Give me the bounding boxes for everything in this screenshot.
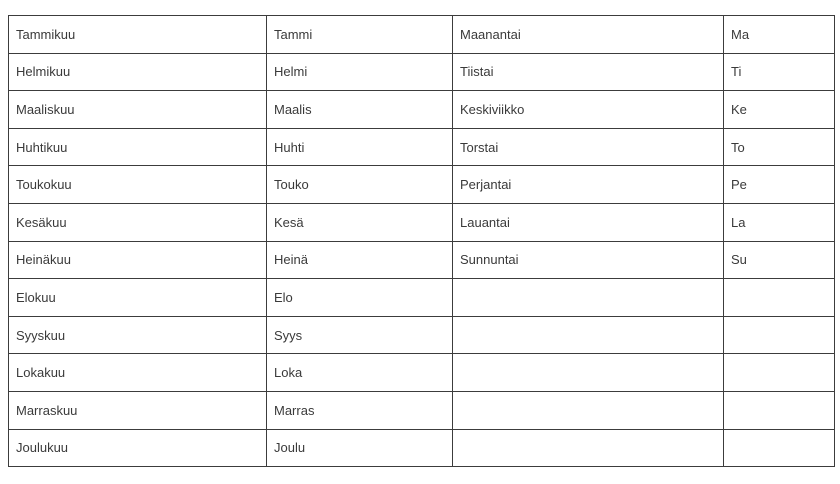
month-short-cell: Joulu <box>267 429 453 467</box>
weekday-full-cell: Maanantai <box>453 16 724 54</box>
month-full-cell: Tammikuu <box>9 16 267 54</box>
weekday-short-cell: Ti <box>724 53 835 91</box>
empty-cell <box>453 354 724 392</box>
month-full-cell: Lokakuu <box>9 354 267 392</box>
empty-cell <box>453 279 724 317</box>
weekday-short-cell: La <box>724 203 835 241</box>
month-short-cell: Helmi <box>267 53 453 91</box>
month-full-cell: Huhtikuu <box>9 128 267 166</box>
weekday-full-cell: Keskiviikko <box>453 91 724 129</box>
month-day-table <box>8 15 835 467</box>
table-row <box>9 429 835 467</box>
table-row <box>9 128 835 166</box>
table-row <box>9 166 835 204</box>
month-short-cell: Kesä <box>267 203 453 241</box>
weekday-short-cell: Ma <box>724 16 835 54</box>
weekday-short-cell: Su <box>724 241 835 279</box>
month-short-cell: Loka <box>267 354 453 392</box>
table-row <box>9 391 835 429</box>
month-full-cell: Toukokuu <box>9 166 267 204</box>
table-row <box>9 241 835 279</box>
empty-cell <box>453 316 724 354</box>
weekday-full-cell: Tiistai <box>453 53 724 91</box>
weekday-full-cell: Torstai <box>453 128 724 166</box>
weekday-short-cell: Pe <box>724 166 835 204</box>
month-short-cell: Maalis <box>267 91 453 129</box>
weekday-full-cell: Lauantai <box>453 203 724 241</box>
empty-cell <box>724 391 835 429</box>
month-short-cell: Huhti <box>267 128 453 166</box>
empty-cell <box>724 316 835 354</box>
table-row <box>9 53 835 91</box>
month-short-cell: Elo <box>267 279 453 317</box>
table-row <box>9 354 835 392</box>
month-full-cell: Marraskuu <box>9 391 267 429</box>
weekday-full-cell: Perjantai <box>453 166 724 204</box>
weekday-short-cell: Ke <box>724 91 835 129</box>
weekday-short-cell: To <box>724 128 835 166</box>
empty-cell <box>724 354 835 392</box>
month-full-cell: Syyskuu <box>9 316 267 354</box>
empty-cell <box>724 429 835 467</box>
month-full-cell: Kesäkuu <box>9 203 267 241</box>
month-short-cell: Touko <box>267 166 453 204</box>
table-row <box>9 316 835 354</box>
month-full-cell: Joulukuu <box>9 429 267 467</box>
table-row <box>9 16 835 54</box>
month-day-table-container <box>8 15 834 467</box>
month-full-cell: Heinäkuu <box>9 241 267 279</box>
empty-cell <box>453 391 724 429</box>
empty-cell <box>453 429 724 467</box>
month-full-cell: Maaliskuu <box>9 91 267 129</box>
month-short-cell: Tammi <box>267 16 453 54</box>
table-row <box>9 279 835 317</box>
table-row <box>9 91 835 129</box>
empty-cell <box>724 279 835 317</box>
month-full-cell: Helmikuu <box>9 53 267 91</box>
table-row <box>9 203 835 241</box>
month-short-cell: Heinä <box>267 241 453 279</box>
month-short-cell: Marras <box>267 391 453 429</box>
month-short-cell: Syys <box>267 316 453 354</box>
weekday-full-cell: Sunnuntai <box>453 241 724 279</box>
month-full-cell: Elokuu <box>9 279 267 317</box>
